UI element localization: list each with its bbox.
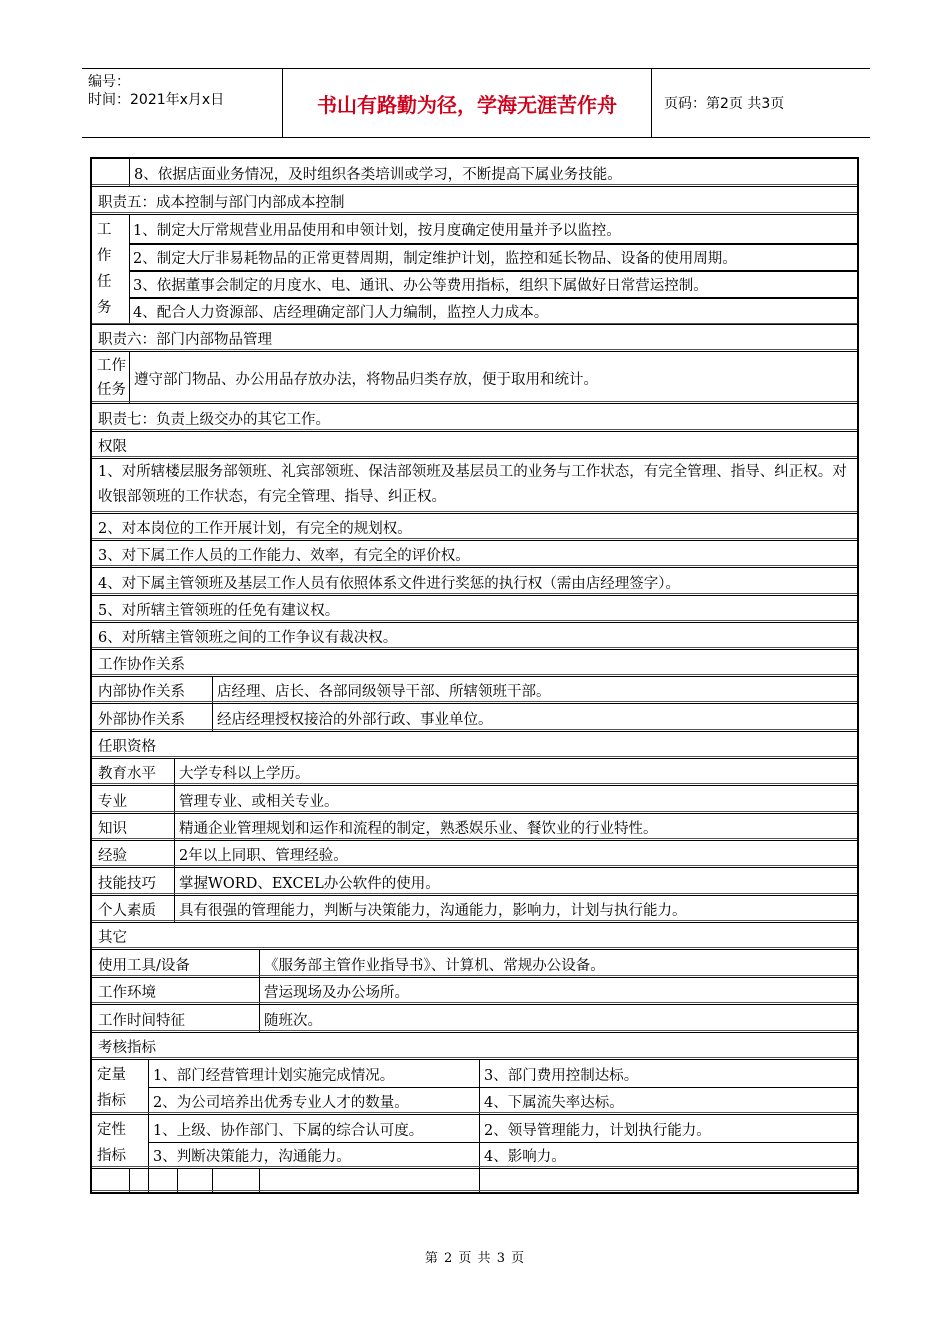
table-row (92, 896, 857, 923)
assessment-item: 1、上级、协作部门、下属的综合认可度。 (153, 1123, 424, 1139)
table-row (92, 650, 857, 677)
document-date: 时间：2021年x月x日 (88, 92, 225, 108)
assessment-quantitative-block (92, 1060, 857, 1115)
duty7-title: 职责七：负责上级交办的其它工作。 (98, 412, 330, 428)
assessment-item: 1、部门经营管理计划实施完成情况。 (153, 1068, 395, 1084)
duty6-task: 遵守部门物品、办公用品存放办法，将物品归类存放，便于取用和统计。 (134, 372, 598, 388)
qualification-value: 掌握WORD、EXCEL办公软件的使用。 (179, 876, 440, 892)
table-row (92, 923, 857, 950)
assessment-item: 4、影响力。 (484, 1149, 566, 1165)
assessment-item: 3、判断决策能力，沟通能力。 (153, 1149, 351, 1165)
other-value: 《服务部主管作业指导书》、计算机、常规办公设备。 (264, 958, 605, 974)
table-row (92, 814, 857, 841)
cooperation-label: 内部协作关系 (98, 684, 185, 700)
table-row (92, 950, 857, 978)
header-page-info: 页码：第2页 共3页 (664, 96, 785, 112)
assessment-qualitative-block (92, 1115, 857, 1169)
other-title: 其它 (98, 930, 127, 946)
table-row (92, 704, 857, 732)
table-row (92, 459, 857, 514)
duty4-item-8: 8、依据店面业务情况，及时组织各类培训或学习，不断提高下属业务技能。 (134, 167, 622, 183)
other-label: 使用工具/设备 (98, 958, 190, 974)
authority-item: 5、对所辖主管领班的任免有建议权。 (98, 603, 340, 619)
other-value: 营运现场及办公场所。 (264, 985, 409, 1001)
header-meta (82, 69, 282, 137)
duty6-title: 职责六：部门内部物品管理 (98, 332, 272, 348)
table-row (92, 978, 857, 1005)
table-row (92, 159, 857, 187)
assessment-title: 考核指标 (98, 1040, 156, 1056)
header-motto: 书山有路勤为径，学海无涯苦作舟 (282, 69, 652, 137)
qualification-label: 教育水平 (98, 766, 156, 782)
qualifications-title: 任职资格 (98, 739, 156, 755)
duty5-item: 2、制定大厅非易耗物品的正常更替周期，制定维护计划，监控和延长物品、设备的使用周期。 (133, 251, 737, 267)
cooperation-title: 工作协作关系 (98, 657, 185, 673)
table-row (92, 868, 857, 896)
table-row (92, 1033, 857, 1060)
table-row (92, 677, 857, 704)
quantitative-label: 定量 指标 (97, 1067, 126, 1109)
table-row (92, 1005, 857, 1033)
duty5-task-label: 工 作 任 务 (97, 222, 112, 316)
table-row (92, 759, 857, 786)
qualitative-label: 定性 指标 (97, 1122, 126, 1164)
document-number-label: 编号： (88, 74, 130, 90)
page-header (82, 68, 870, 138)
table-row (92, 541, 857, 568)
duty5-item: 4、配合人力资源部、店经理确定部门人力编制，监控人力成本。 (133, 305, 549, 321)
authority-item: 4、对下属主管领班及基层工作人员有依照体系文件进行奖惩的执行权（需由店经理签字）。 (98, 576, 680, 592)
table-row (92, 432, 857, 459)
authority-item: 2、对本岗位的工作开展计划，有完全的规划权。 (98, 521, 412, 537)
qualification-value: 管理专业、或相关专业。 (179, 794, 339, 810)
assessment-item: 4、下属流失率达标。 (484, 1095, 624, 1111)
authority-title: 权限 (98, 439, 127, 455)
table-row (92, 514, 857, 541)
empty-grid-row (92, 1169, 857, 1192)
table-row (92, 325, 857, 352)
assessment-item: 3、部门费用控制达标。 (484, 1068, 639, 1084)
qualification-value: 2年以上同职、管理经验。 (179, 848, 348, 864)
qualification-value: 具有很强的管理能力，判断与决策能力，沟通能力，影响力，计划与执行能力。 (179, 903, 687, 919)
duty5-item: 1、制定大厅常规营业用品使用和申领计划，按月度确定使用量并予以监控。 (133, 223, 621, 239)
table-row (92, 404, 857, 432)
cooperation-label: 外部协作关系 (98, 712, 185, 728)
authority-item: 6、对所辖主管领班之间的工作争议有裁决权。 (98, 630, 398, 646)
authority-item: 3、对下属工作人员的工作能力、效率，有完全的评价权。 (98, 548, 470, 564)
job-description-table (90, 157, 859, 1194)
assessment-item: 2、为公司培养出优秀专业人才的数量。 (153, 1095, 409, 1111)
table-row (92, 623, 857, 650)
duty5-item: 3、依据董事会制定的月度水、电、通讯、办公等费用指标，组织下属做好日常营运控制。 (133, 278, 708, 294)
table-row (92, 187, 857, 215)
cooperation-value: 经店经理授权接洽的外部行政、事业单位。 (217, 712, 493, 728)
table-row (92, 732, 857, 759)
authority-item: 1、对所辖楼层服务部领班、礼宾部领班、保洁部领班及基层员工的业务与工作状态，有完全管理、指导、纠正权。对收银部领班的工作状态，有完全管理、指导、纠正权。 (98, 464, 847, 505)
duty5-title: 职责五：成本控制与部门内部成本控制 (98, 195, 345, 211)
qualification-label: 经验 (98, 848, 127, 864)
table-row (92, 352, 857, 404)
table-row (92, 841, 857, 868)
qualification-value: 大学专科以上学历。 (179, 766, 310, 782)
table-row (92, 568, 857, 596)
qualification-label: 知识 (98, 821, 127, 837)
qualification-label: 专业 (98, 794, 127, 810)
qualification-label: 技能技巧 (98, 876, 156, 892)
duty5-tasks-block (92, 215, 857, 325)
other-label: 工作环境 (98, 985, 156, 1001)
table-row (92, 786, 857, 814)
qualification-value: 精通企业管理规划和运作和流程的制定，熟悉娱乐业、餐饮业的行业特性。 (179, 821, 658, 837)
assessment-item: 2、领导管理能力，计划执行能力。 (484, 1123, 711, 1139)
cooperation-value: 店经理、店长、各部同级领导干部、所辖领班干部。 (217, 684, 551, 700)
page-footer: 第 2 页 共 3 页 (424, 1251, 526, 1266)
duty6-task-label: 工作 任务 (97, 358, 126, 398)
table-row (92, 596, 857, 623)
qualification-label: 个人素质 (98, 903, 156, 919)
other-value: 随班次。 (264, 1013, 322, 1029)
other-label: 工作时间特征 (98, 1013, 185, 1029)
